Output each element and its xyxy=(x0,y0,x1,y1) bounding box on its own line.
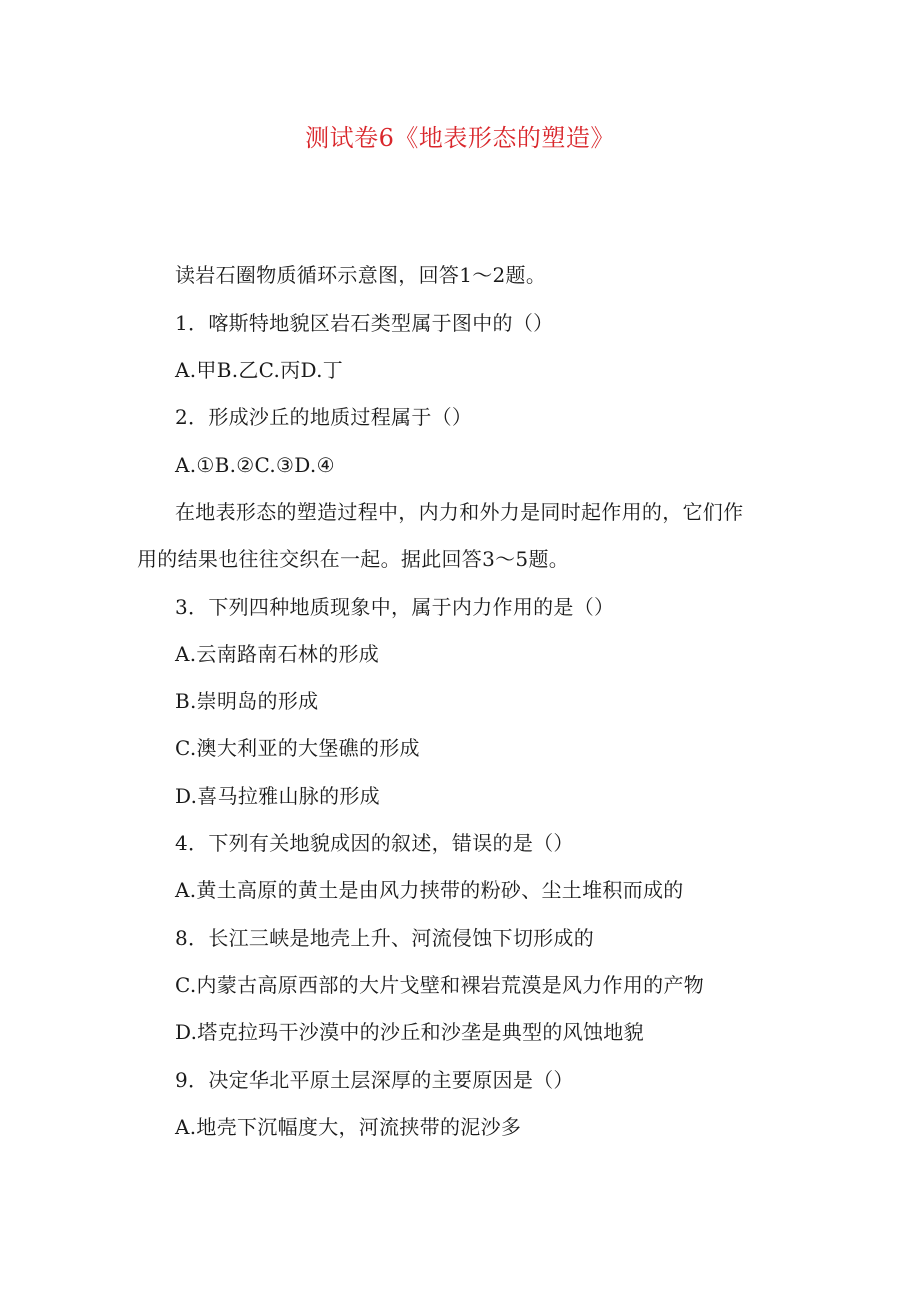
question-4-option-d: D.塔克拉玛干沙漠中的沙丘和沙垄是典型的风蚀地貌 xyxy=(175,1020,644,1044)
question-3-option-c: C.澳大利亚的大堡礁的形成 xyxy=(175,736,420,760)
question-1-options: A.甲B.乙C.丙D.丁 xyxy=(175,358,344,382)
question-3-option-b: B.崇明岛的形成 xyxy=(175,689,319,713)
question-1: 1．喀斯特地貌区岩石类型属于图中的（） xyxy=(175,311,554,335)
question-2: 2．形成沙丘的地质过程属于（） xyxy=(175,405,473,429)
question-5: 9．决定华北平原土层深厚的主要原因是（） xyxy=(175,1068,574,1092)
document-title: 测试卷6《地表形态的塑造》 xyxy=(305,124,615,152)
question-4-option-c: C.内蒙古高原西部的大片戈壁和裸岩荒漠是风力作用的产物 xyxy=(175,973,705,997)
question-4-option-b: 8．长江三峡是地壳上升、河流侵蚀下切形成的 xyxy=(175,926,595,950)
question-2-options: A.①B.②C.③D.④ xyxy=(175,453,335,477)
intro-text-1: 读岩石圈物质循环示意图，回答1～2题。 xyxy=(175,263,547,287)
intro-text-2-line-1: 在地表形态的塑造过程中，内力和外力是同时起作用的，它们作 xyxy=(175,500,744,524)
question-3: 3．下列四种地质现象中，属于内力作用的是（） xyxy=(175,595,615,619)
intro-text-2-line-2: 用的结果也往往交织在一起。据此回答3～5题。 xyxy=(137,547,570,571)
question-3-option-d: D.喜马拉雅山脉的形成 xyxy=(175,784,380,808)
question-4: 4．下列有关地貌成因的叙述，错误的是（） xyxy=(175,831,574,855)
question-3-option-a: A.云南路南石林的形成 xyxy=(175,642,380,666)
question-5-option-a: A.地壳下沉幅度大，河流挟带的泥沙多 xyxy=(175,1115,522,1139)
question-4-option-a: A.黄土高原的黄土是由风力挟带的粉砂、尘土堆积而成的 xyxy=(175,878,684,902)
